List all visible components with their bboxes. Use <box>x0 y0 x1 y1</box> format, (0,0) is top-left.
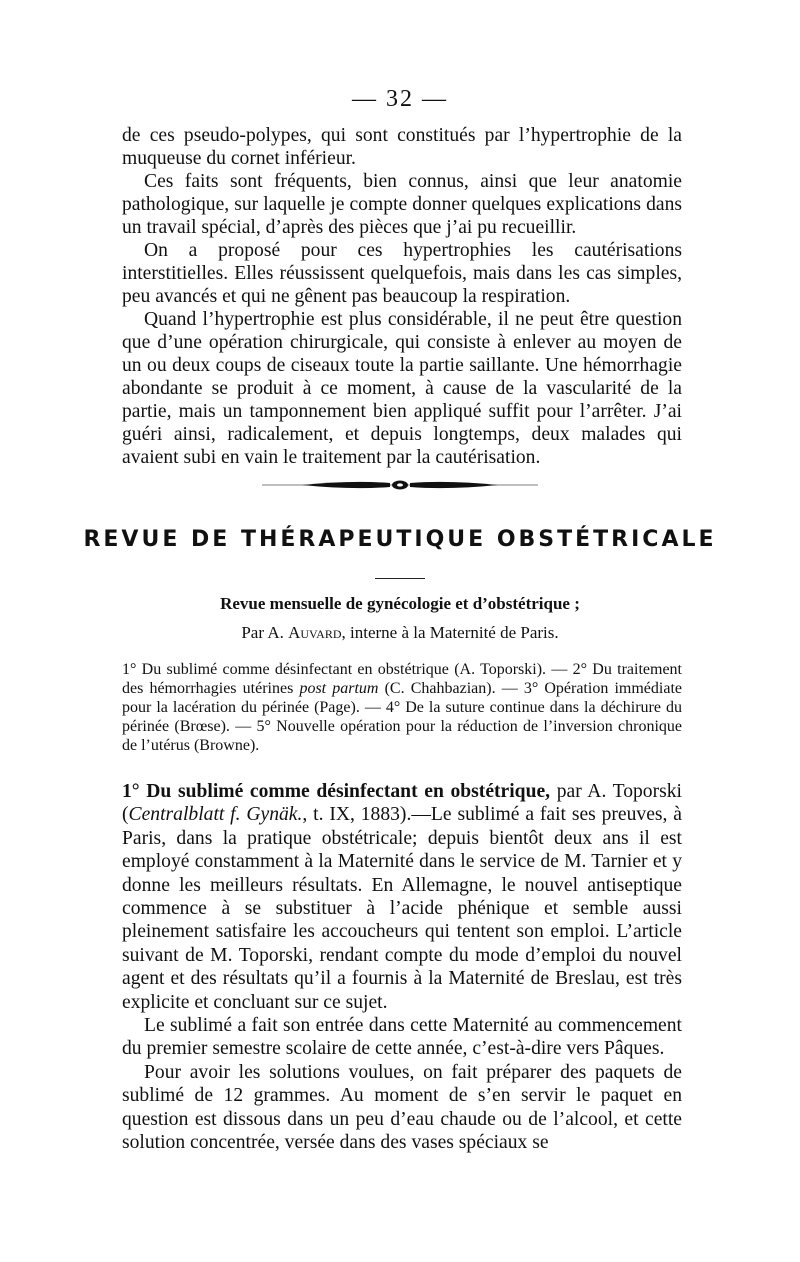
summary-text: (C. Chahbazian). — 3° Opération immédiate pour la lacération du périnée (Page). — 4° De la suture continue dans la déchirure du périnée (Brœse). — 5° Nouvelle opération pour la réduction de l’inversion chronique de l’utérus (Browne). <box>122 680 682 754</box>
article-lead <box>122 780 682 1014</box>
intro-text <box>122 124 682 469</box>
divider <box>375 578 425 579</box>
article-heading: 1° Du sublimé comme désinfectant en obstétrique, <box>122 781 551 802</box>
journal-title: Centralblatt f. Gynäk. <box>128 804 303 826</box>
paragraph: On a proposé pour ces hypertrophies les cautérisations interstitielles. Elles réussissent quelquefois, mais dans les cas simples, peu avancés et qui ne gênent pas beaucoup la respiration. <box>122 240 682 307</box>
page-number: — 32 — <box>352 86 448 112</box>
summary-paragraph <box>122 660 682 755</box>
byline <box>0 623 800 643</box>
summary-italic: post partum <box>299 680 379 697</box>
byline-prefix: Par A. <box>241 623 289 642</box>
paragraph: Ces faits sont fréquents, bien connus, ainsi que leur anatomie pathologique, sur laquelle je compte donner quelques explications dans un travail spécial, d’après des pièces que j’ai pu recueillir. <box>122 171 682 238</box>
article-text-run: , t. IX, 1883).—Le sublimé a fait ses preuves, à Paris, dans la pratique obstétricale; depuis bientôt deux ans il est employé constamment à la Maternité dans le service de M. Tarnier et y donne les meilleurs résultats. En Allemagne, le nouvel antiseptique commence à se substituer à l’acide phénique et semble aussi pleinement satisfaire les accoucheurs qui tentent son emploi. L’article suivant de M. Toporski, rendant compte du mode d’emploi du nouvel agent et des résultats qu’il a fournis à la Maternité de Breslau, est très explicite et concluant sur ce sujet. <box>122 804 682 1013</box>
author-name: Auvard <box>288 623 342 642</box>
paragraph: Pour avoir les solutions voulues, on fait préparer des paquets de sublimé de 12 grammes. Au moment de s’en servir le paquet en question est dissous dans un peu d’eau chaude ou de l’alcool, et cette solution concentrée, versée dans des vases spéciaux se <box>122 1061 682 1154</box>
paragraph: Le sublimé a fait son entrée dans cette Maternité au commencement du premier semestre scolaire de cette année, c’est-à-dire vers Pâques. <box>122 1015 682 1060</box>
ornamental-rule <box>262 478 538 492</box>
article-text-run: par A. Toporski ( <box>122 781 682 826</box>
article-text <box>122 780 682 1155</box>
section-subtitle: Revue mensuelle de gynécologie et d’obstétrique ; <box>220 594 580 613</box>
paragraph: Quand l’hypertrophie est plus considérable, il ne peut être question que d’une opération chirurgicale, qui consiste à enlever au moyen de un ou deux coups de ciseaux toute la partie saillante. Une hémorrhagie abondante se produit à ce moment, à cause de la vascularité de la partie, mais un tamponnement bien appliqué suffit pour l’arrêter. J’ai guéri ainsi, radicalement, et depuis longtemps, deux malades qui avaient subi en vain le traitement par la cautérisation. <box>122 309 682 468</box>
byline-suffix: , interne à la Maternité de Paris. <box>341 623 559 642</box>
paragraph: de ces pseudo-polypes, qui sont constitués par l’hypertrophie de la muqueuse du cornet inférieur. <box>122 125 682 169</box>
summary-text: 1° Du sublimé comme désinfectant en obstétrique (A. Toporski). — 2° Du traitement des hémorrhagies utérines <box>122 661 682 697</box>
summary-block <box>122 660 682 755</box>
section-title: REVUE DE THÉRAPEUTIQUE OBSTÉTRICALE <box>83 527 717 552</box>
